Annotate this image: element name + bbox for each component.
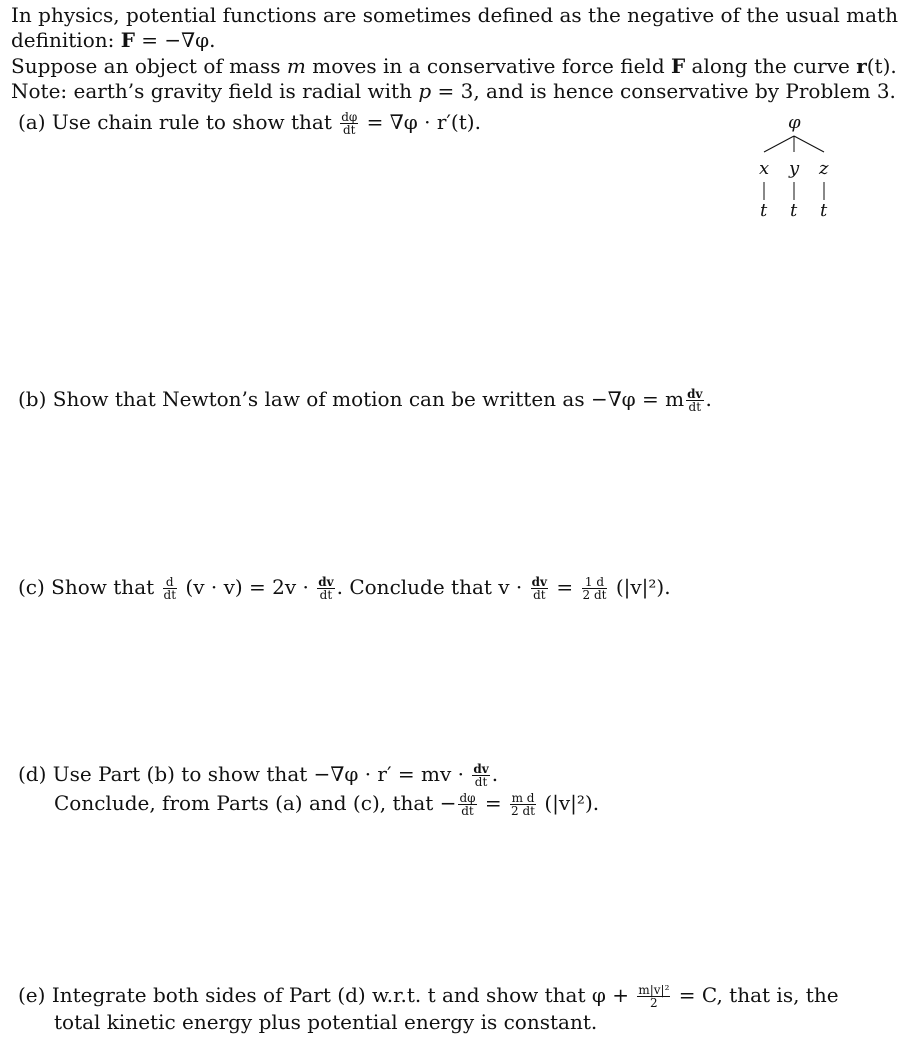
- intro-line-2: [11, 28, 215, 52]
- frac-num: dv: [318, 575, 334, 589]
- part-a-rhs: = ∇φ · r′(t).: [366, 110, 481, 134]
- part-c-text: Show that: [51, 575, 155, 599]
- part-d-end-1: .: [491, 762, 499, 786]
- tree-node-x: x: [759, 158, 770, 179]
- frac-num: dv: [473, 762, 489, 776]
- part-b-end: .: [705, 387, 712, 411]
- frac-num: dv: [531, 575, 548, 589]
- frac-den: 2 dt: [582, 588, 607, 602]
- force-symbol: F: [120, 28, 135, 52]
- frac-den: 2 dt: [511, 804, 535, 818]
- curve-param: (t).: [866, 54, 897, 78]
- frac-den: dt: [533, 588, 546, 602]
- part-d-label: (d): [18, 762, 47, 786]
- part-d-text-1: Use Part (b) to show that −∇φ · r′ = mv ·: [52, 762, 464, 786]
- frac-den: dt: [474, 775, 488, 789]
- part-b-label: (b): [18, 387, 47, 411]
- part-c-fraction-4: [582, 576, 608, 601]
- intro-equation: = −∇φ.: [134, 28, 216, 52]
- frac-den: dt: [688, 400, 702, 414]
- frac-den: dt: [343, 123, 356, 137]
- intro-text-3b: moves in a conservative force field: [305, 54, 671, 78]
- part-b-fraction: [686, 388, 703, 413]
- part-e-text-2: total kinetic energy plus potential energy is constant.: [54, 1010, 598, 1034]
- part-c-mid-3: =: [556, 575, 574, 599]
- frac-num: 1 d: [582, 576, 608, 589]
- part-a: [18, 109, 481, 136]
- part-e: [18, 982, 839, 1009]
- intro-line-4: [11, 79, 896, 103]
- part-c-mid-2: . Conclude that v ·: [336, 575, 523, 599]
- part-c-fraction-2: [317, 576, 334, 601]
- tree-leaf-t2: t: [790, 200, 798, 221]
- frac-den: dt: [163, 588, 177, 602]
- part-d-mid-2: =: [484, 791, 502, 815]
- frac-num: m d: [511, 791, 535, 805]
- tree-root-phi: φ: [788, 112, 801, 133]
- intro-text-3c: along the curve: [685, 54, 857, 78]
- part-a-fraction: [340, 111, 358, 136]
- part-c-fraction-1: [163, 576, 178, 601]
- part-a-text: Use chain rule to show that: [51, 110, 332, 134]
- part-d-fraction-2: [458, 792, 476, 817]
- tree-node-z: z: [819, 158, 829, 179]
- part-e-text-1: Integrate both sides of Part (d) w.r.t. t and show that φ +: [51, 983, 629, 1007]
- part-c-label: (c): [18, 575, 45, 599]
- intro-line-1: [11, 3, 898, 27]
- frac-den: dt: [319, 588, 333, 602]
- frac-den: 2: [650, 996, 658, 1010]
- part-c-fraction-3: [531, 576, 548, 601]
- chain-rule-tree-diagram: [752, 112, 842, 222]
- part-d-fraction-1: [472, 763, 489, 788]
- frac-num: dφ: [459, 791, 476, 805]
- intro-text-1: In physics, potential functions are sometimes defined as the negative of the usual math: [11, 3, 898, 27]
- part-e-label: (e): [18, 983, 46, 1007]
- tree-node-y: y: [789, 158, 800, 179]
- part-d-line-2: [54, 790, 599, 817]
- part-c-mid-1: (v · v) = 2v ·: [185, 575, 309, 599]
- part-d-end-2: (|v|²).: [544, 791, 600, 815]
- part-b-text: Show that Newton’s law of motion can be written as −∇φ = m: [52, 387, 685, 411]
- intro-text-3a: Suppose an object of mass: [11, 54, 287, 78]
- intro-text-4a: Note: earth’s gravity field is radial with: [11, 79, 419, 103]
- tree-leaf-t1: t: [760, 200, 768, 221]
- curve-symbol: r: [856, 54, 867, 78]
- part-e-end-1: = C, that is, the: [678, 983, 839, 1007]
- intro-text-4b: = 3, and is hence conservative by Problem 3.: [431, 79, 896, 103]
- force-symbol-2: F: [670, 54, 686, 78]
- p-symbol: p: [418, 79, 432, 103]
- part-b: [18, 386, 712, 413]
- intro-line-3: [11, 54, 897, 78]
- tree-leaf-t3: t: [820, 200, 828, 221]
- part-e-line-2: [54, 1009, 597, 1035]
- part-c: [18, 574, 671, 601]
- part-e-fraction: [637, 984, 670, 1009]
- intro-text-2: definition:: [11, 28, 121, 52]
- frac-den: dt: [461, 804, 474, 818]
- part-c-end: (|v|²).: [615, 575, 671, 599]
- frac-num: dv: [687, 387, 703, 401]
- frac-num: dφ: [341, 110, 358, 124]
- part-a-label: (a): [18, 110, 46, 134]
- part-d-fraction-3: [510, 792, 536, 817]
- part-d-text-2: Conclude, from Parts (a) and (c), that −: [54, 791, 457, 815]
- frac-num: d: [163, 576, 178, 589]
- frac-num: m|v|²: [638, 983, 670, 997]
- part-d: [18, 761, 498, 788]
- mass-symbol: m: [286, 54, 306, 78]
